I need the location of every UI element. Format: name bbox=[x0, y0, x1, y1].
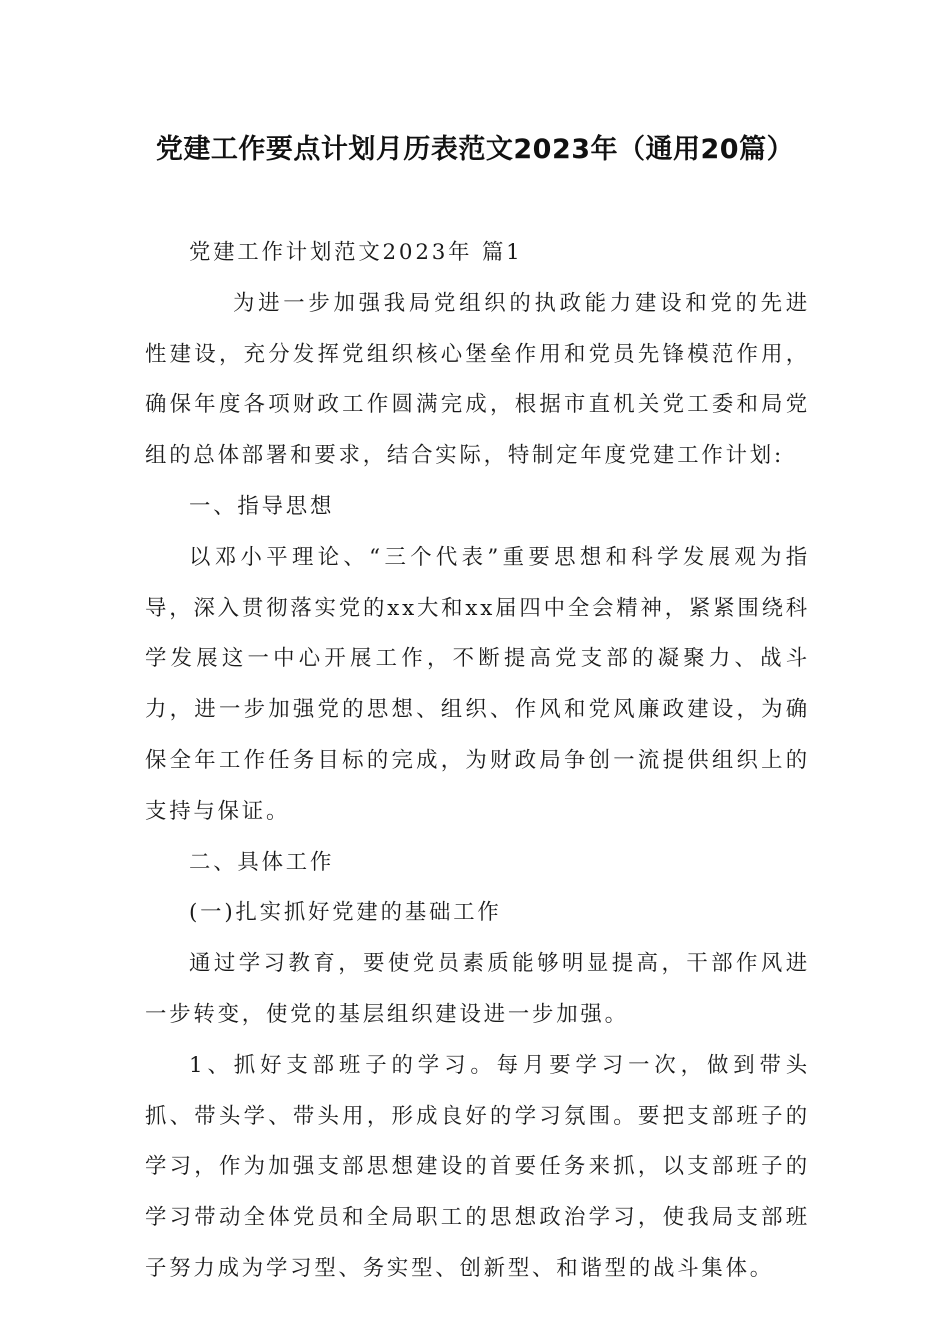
basic-work-paragraph: 通过学习教育，要使党员素质能够明显提高，干部作风进一步转变，使党的基层组织建设进一步加强。 bbox=[145, 951, 810, 1027]
subsection-heading-basic-work: (一)扎实抓好党建的基础工作 bbox=[189, 900, 502, 926]
section-heading-article-1: 党建工作计划范文2023年 篇1 bbox=[189, 240, 523, 265]
guiding-ideology-paragraph: 以邓小平理论、“三个代表”重要思想和科学发展观为指导，深入贯彻落实党的xx大和xx届四中全会精神，紧紧围绕科学发展这一中心开展工作，不断提高党支部的凝聚力、战斗力，进一步加强党的思想、组织、作风和党风廉政建设，为确保全年工作任务目标的完成，为财政局争创一流提供组织上的支持与保证。 bbox=[145, 544, 810, 824]
section-heading-specific-work: 二、具体工作 bbox=[189, 849, 335, 875]
document-body bbox=[145, 228, 810, 1295]
section-heading-guiding-ideology: 一、指导思想 bbox=[189, 493, 335, 519]
document-title: 党建工作要点计划月历表范文2023年（通用20篇） bbox=[155, 134, 795, 165]
study-item-paragraph: 1、抓好支部班子的学习。每月要学习一次，做到带头抓、带头学、带头用，形成良好的学习氛围。要把支部班子的学习，作为加强支部思想建设的首要任务来抓，以支部班子的学习带动全体党员和全局职工的思想政治学习，使我局支部班子努力成为学习型、务实型、创新型、和谐型的战斗集体。 bbox=[145, 1052, 810, 1281]
intro-paragraph: 为进一步加强我局党组织的执政能力建设和党的先进性建设，充分发挥党组织核心堡垒作用和党员先锋模范作用，确保年度各项财政工作圆满完成，根据市直机关党工委和局党组的总体部署和要求，结合实际，特制定年度党建工作计划: bbox=[145, 290, 810, 469]
